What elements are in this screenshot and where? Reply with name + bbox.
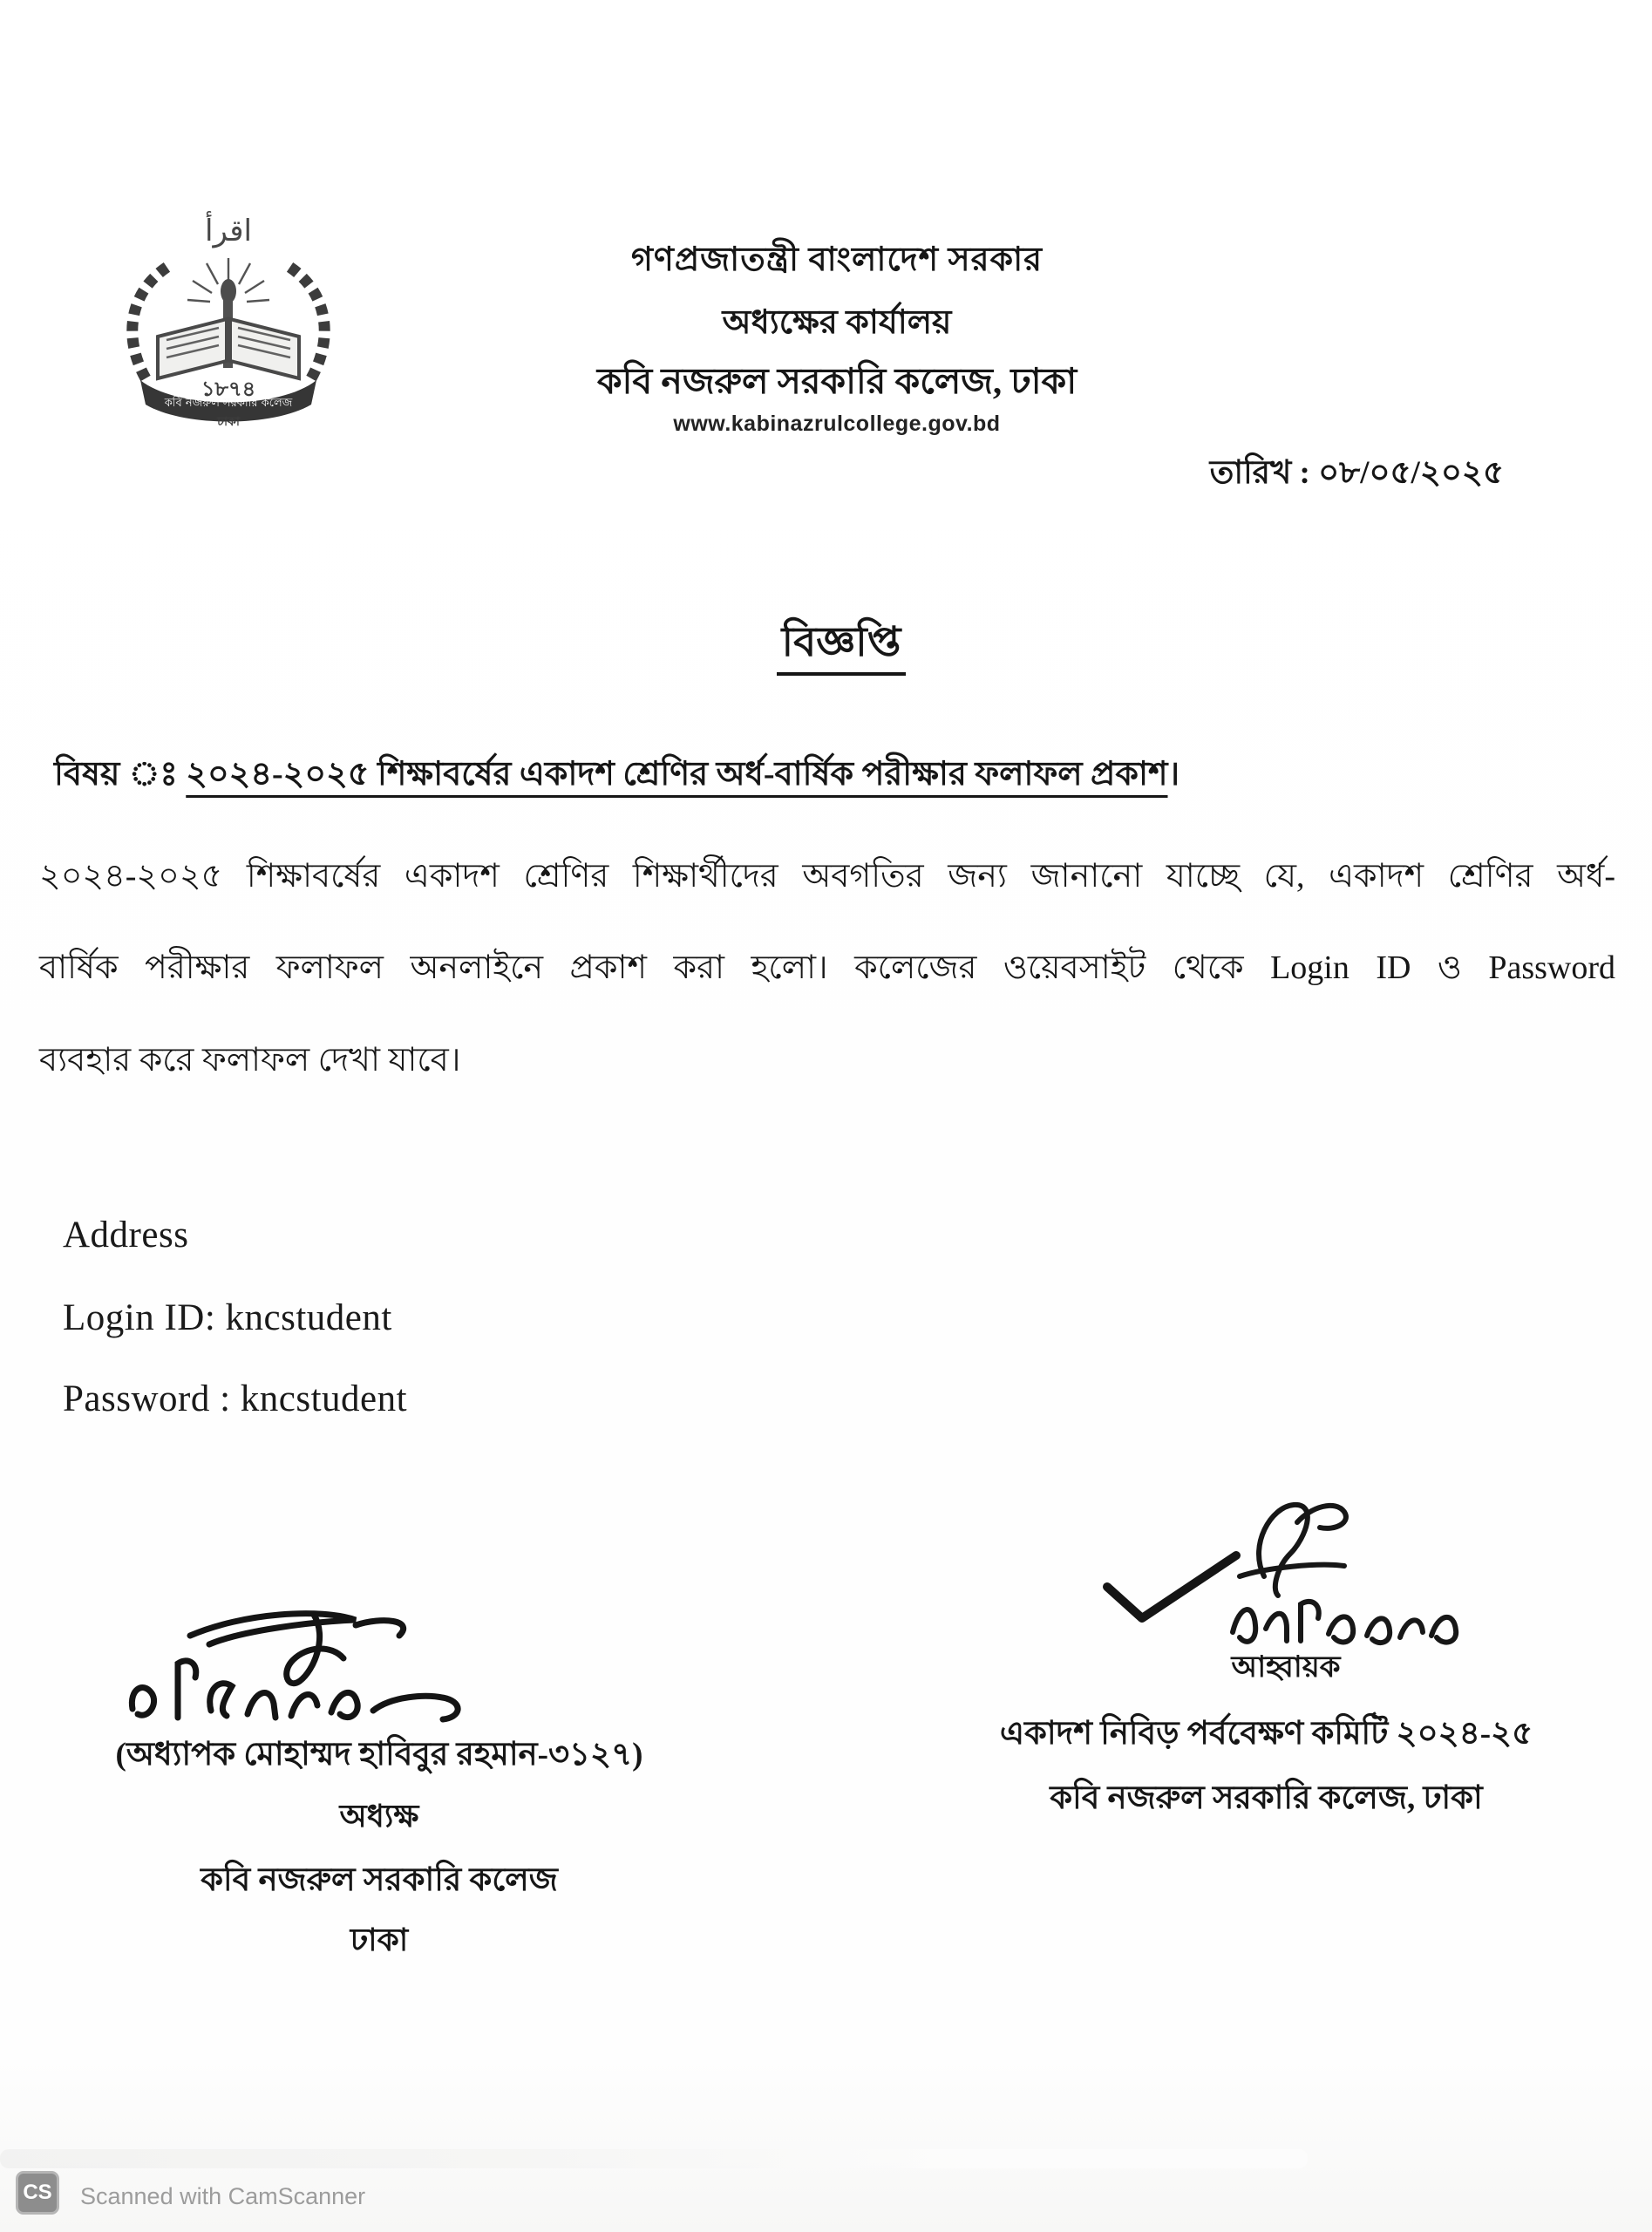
seal-ribbon-city: ঢাকা (217, 415, 240, 429)
principal-college: কবি নজরুল সরকারি কলেজ (201, 1862, 558, 1898)
body-line-2: বার্ষিক পরীক্ষার ফলাফল অনলাইনে প্রকাশ করা হলো। কলেজের ওয়েবসাইট থেকে Login ID ও Password (39, 949, 1615, 986)
letterhead-website: www.kabinazrulcollege.gov.bd (673, 412, 1001, 436)
subject-full-stop: । (1167, 756, 1180, 793)
subject-underlined-text: ২০২৪-২০২৫ শিক্ষাবর্ষের একাদশ শ্রেণির অর্ধ-বার্ষিক পরীক্ষার ফলাফল প্রকাশ (186, 756, 1168, 793)
seal-flame (221, 279, 236, 303)
notice-date: তারিখ : ০৮/০৫/২০২৫ (1209, 455, 1504, 491)
address-label: Address (63, 1215, 189, 1256)
notice-title-text: বিজ্ঞপ্তি (777, 620, 907, 676)
seal-ribbon-text: কবি নজরুল সরকারি কলেজ (164, 397, 293, 410)
notice-title (0, 610, 1652, 678)
seal-open-book (158, 319, 299, 378)
camscanner-icon (16, 2171, 59, 2215)
convener-signature-scribble (1214, 1493, 1475, 1658)
convener-title: আহ্বায়ক (1231, 1651, 1341, 1684)
committee-name: একাদশ নিবিড় পর্ববেক্ষণ কমিটি ২০২৪-২৫ (999, 1716, 1533, 1752)
principal-city: ঢাকা (350, 1922, 409, 1957)
letterhead-college-line: কবি নজরুল সরকারি কলেজ, ঢাকা (596, 361, 1078, 401)
subject-line (54, 748, 1180, 804)
login-id-line: Login ID: kncstudent (63, 1297, 392, 1338)
letterhead-office-line: অধ্যক্ষের কার্যালয় (722, 304, 952, 341)
committee-college: কবি নজরুল সরকারি কলেজ, ঢাকা (1050, 1780, 1483, 1816)
principal-name: (অধ্যাপক মোহাম্মদ হাবিবুর রহমান-৩১২৭) (115, 1737, 643, 1773)
letterhead-government-line: গণপ্রজাতন্ত্রী বাংলাদেশ সরকার (630, 242, 1044, 278)
subject-label: বিষয় ঃ (54, 756, 187, 793)
password-line: Password : kncstudent (63, 1378, 408, 1419)
seal-arabic-motto: اقرأ (205, 214, 252, 248)
principal-signature-scribble (94, 1606, 495, 1737)
camscanner-icon-letters: CS (23, 2181, 52, 2204)
college-seal-logo (116, 208, 341, 432)
principal-title: অধ্যক্ষ (339, 1799, 419, 1834)
body-line-3: ব্যবহার করে ফলাফল দেখা যাবে। (39, 1042, 461, 1079)
college-seal-graphic (116, 208, 341, 432)
scan-smudge-artifact (0, 2149, 1308, 2168)
seal-established-year: ১৮৭৪ (201, 377, 256, 401)
body-line-1: ২০২৪-২০২৫ শিক্ষাবর্ষের একাদশ শ্রেণির শিক্ষার্থীদের অবগতির জন্য জানানো যাচ্ছে যে, একাদশ শ্রেণির অর্ধ- (39, 858, 1615, 895)
camscanner-watermark-text: Scanned with CamScanner (80, 2183, 366, 2209)
